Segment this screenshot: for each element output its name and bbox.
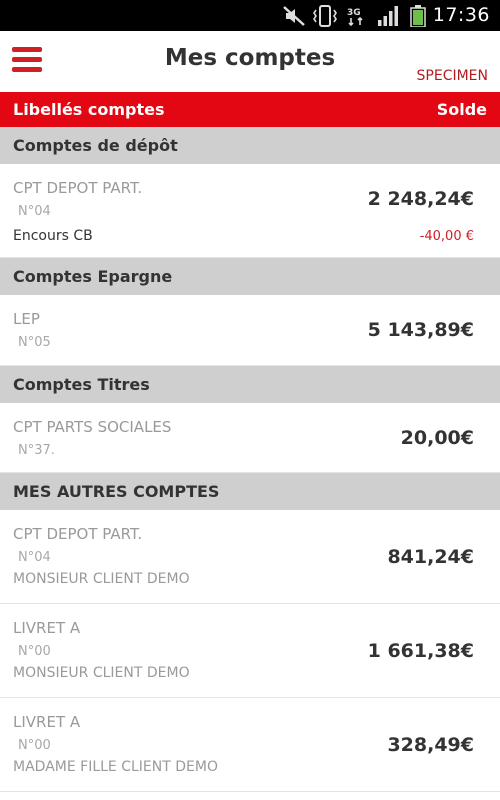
account-owner: MONSIEUR CLIENT DEMO <box>13 571 190 587</box>
status-time: 17:36 <box>432 4 490 26</box>
account-row[interactable] <box>0 164 500 258</box>
account-name: LIVRET A <box>13 619 81 637</box>
account-name: CPT DEPOT PART. <box>13 179 143 197</box>
section-title: Comptes de dépôt <box>13 136 178 155</box>
page-title: Mes comptes <box>164 45 336 71</box>
account-balance: 328,49€ <box>387 734 474 756</box>
vibrate-icon <box>312 5 338 27</box>
column-label-balance: Solde <box>436 100 487 119</box>
network-3g-icon <box>346 5 368 27</box>
account-balance: 20,00€ <box>400 427 474 449</box>
account-name: CPT DEPOT PART. <box>13 525 143 543</box>
signal-icon <box>376 5 400 27</box>
account-balance: 841,24€ <box>387 546 474 568</box>
section-header-epargne <box>0 258 500 295</box>
column-header <box>0 92 500 127</box>
section-header-titres <box>0 366 500 403</box>
card-outstanding-label: Encours CB <box>13 228 93 244</box>
section-header-autres <box>0 473 500 510</box>
app-header <box>0 31 500 92</box>
account-owner: MADAME FILLE CLIENT DEMO <box>13 759 218 775</box>
account-row[interactable] <box>0 295 500 366</box>
account-number: N°00 <box>18 738 51 753</box>
column-label-accounts: Libellés comptes <box>13 100 165 119</box>
svg-text:3G: 3G <box>347 8 361 18</box>
account-name: LIVRET A <box>13 713 81 731</box>
account-row[interactable] <box>0 403 500 473</box>
section-title: Comptes Titres <box>13 375 150 394</box>
account-number: N°00 <box>18 644 51 659</box>
account-number: N°05 <box>18 335 51 350</box>
battery-icon <box>410 5 426 27</box>
account-row[interactable] <box>0 698 500 792</box>
account-number: N°37. <box>18 443 55 458</box>
account-balance: 1 661,38€ <box>367 640 474 662</box>
section-header-depot <box>0 127 500 164</box>
account-name: CPT PARTS SOCIALES <box>13 418 172 436</box>
account-row[interactable] <box>0 510 500 604</box>
account-number: N°04 <box>18 204 51 219</box>
account-row[interactable] <box>0 604 500 698</box>
mute-icon <box>282 5 306 27</box>
account-balance: 5 143,89€ <box>367 319 474 341</box>
section-title: Comptes Epargne <box>13 267 173 286</box>
account-name: LEP <box>13 310 40 328</box>
status-bar <box>0 0 500 31</box>
section-title: MES AUTRES COMPTES <box>13 482 220 501</box>
specimen-label: SPECIMEN <box>416 68 488 84</box>
account-number: N°04 <box>18 550 51 565</box>
card-outstanding-amount: -40,00 € <box>419 229 474 244</box>
account-owner: MONSIEUR CLIENT DEMO <box>13 665 190 681</box>
account-balance: 2 248,24€ <box>367 188 474 210</box>
